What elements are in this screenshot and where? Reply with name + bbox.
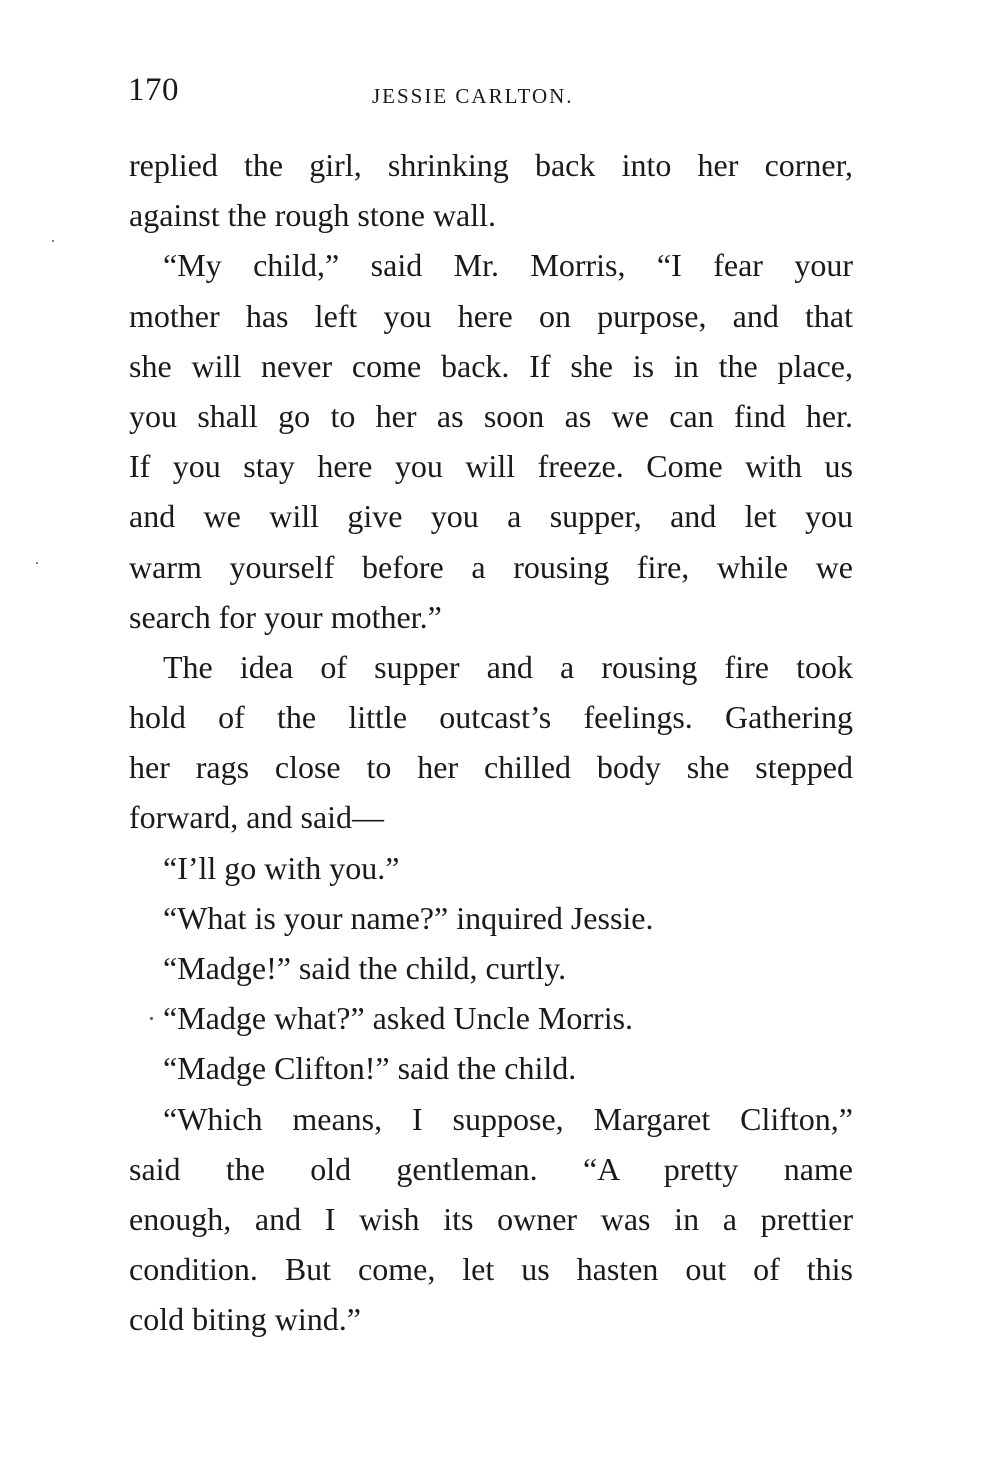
text-line: “My child,” said Mr. Morris, “I fear your bbox=[163, 247, 853, 284]
text-line: forward, and said— bbox=[129, 799, 385, 836]
page-number: 170 bbox=[128, 72, 179, 108]
text-line: “I’ll go with you.” bbox=[163, 849, 400, 886]
page-header bbox=[128, 72, 868, 122]
margin-speck bbox=[36, 562, 38, 564]
text-line: “Which means, I suppose, Margaret Clifton,” bbox=[163, 1100, 853, 1137]
text-line: search for your mother.” bbox=[129, 598, 442, 635]
text-line: hold of the little outcast’s feelings. Gathering bbox=[129, 699, 853, 736]
text-line: condition. But come, let us hasten out of this bbox=[129, 1251, 853, 1288]
text-line: cold biting wind.” bbox=[129, 1301, 361, 1338]
text-line: enough, and I wish its owner was in a prettier bbox=[129, 1200, 853, 1237]
text-line: “Madge what?” asked Uncle Morris. bbox=[163, 1000, 634, 1037]
text-line: “Madge Clifton!” said the child. bbox=[163, 1050, 577, 1087]
running-head: JESSIE CARLTON. bbox=[372, 84, 574, 108]
margin-speck bbox=[52, 240, 54, 242]
text-line: replied the girl, shrinking back into her corner, bbox=[129, 147, 853, 183]
text-line: and we will give you a supper, and let you bbox=[129, 498, 853, 535]
text-line: said the old gentleman. “A pretty name bbox=[129, 1150, 853, 1187]
text-line: mother has left you here on purpose, and that bbox=[129, 297, 853, 334]
text-line: “What is your name?” inquired Jessie. bbox=[163, 899, 654, 936]
text-line: The idea of supper and a rousing fire took bbox=[163, 648, 853, 685]
text-line: she will never come back. If she is in the place, bbox=[129, 347, 853, 384]
text-line: If you stay here you will freeze. Come with us bbox=[129, 448, 853, 485]
margin-speck bbox=[150, 1017, 153, 1020]
text-line: you shall go to her as soon as we can find her. bbox=[129, 397, 853, 434]
text-line: her rags close to her chilled body she stepped bbox=[129, 749, 853, 786]
text-line: “Madge!” said the child, curtly. bbox=[163, 950, 567, 986]
body-text bbox=[129, 140, 853, 1345]
text-line: against the rough stone wall. bbox=[129, 197, 497, 234]
text-line: warm yourself before a rousing fire, while we bbox=[129, 548, 853, 585]
